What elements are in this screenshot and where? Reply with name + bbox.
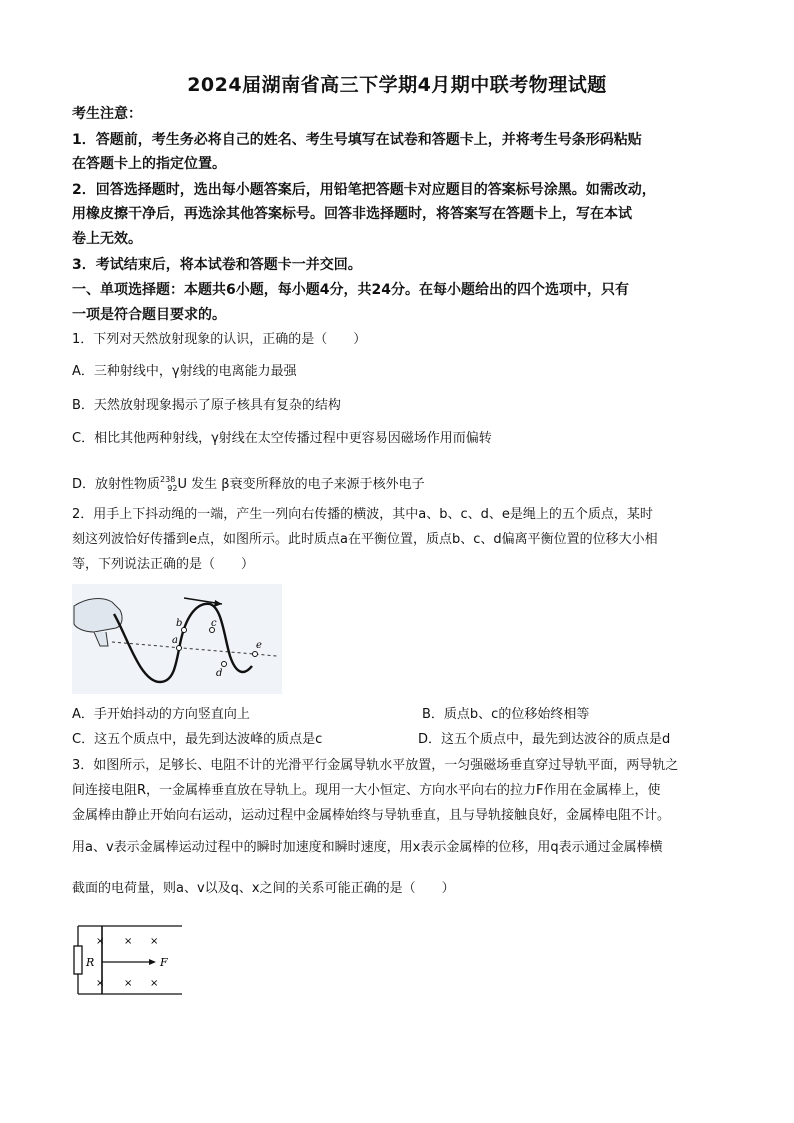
q1-element-symbol: U <box>177 477 187 492</box>
q1-option-d-prefix: D．放射性物质 <box>72 477 161 492</box>
force-arrow-head-icon <box>149 959 156 965</box>
field-mark-icon: × <box>124 936 133 947</box>
label-e: e <box>256 640 262 651</box>
field-mark-icon: × <box>150 936 159 947</box>
q1-option-c: C．相比其他两种射线，γ射线在太空传播过程中更容易因磁场作用而偏转 <box>72 431 492 446</box>
q3-stem-4: 用a、v表示金属棒运动过程中的瞬时加速度和瞬时速度，用x表示金属棒的位移，用q表示通过金属棒横 <box>72 840 663 855</box>
resistor-label: R <box>86 956 95 969</box>
notice-item-2b: 用橡皮擦干净后，再选涂其他答案标号。回答非选择题时，将答案写在答题卡上，写在本试 <box>72 206 632 222</box>
notice-item-2c: 卷上无效。 <box>72 231 142 247</box>
wave-figure <box>72 584 282 694</box>
q1-option-a: A．三种射线中，γ射线的电离能力最强 <box>72 364 297 379</box>
q2-option-b: B．质点b、c的位移始终相等 <box>422 707 590 722</box>
label-a: a <box>172 635 178 646</box>
resistor-icon <box>74 946 82 974</box>
q1-atomic-number: 92 <box>167 484 178 493</box>
section-heading-1: 一、单项选择题：本题共6小题，每小题4分，共24分。在每小题给出的四个选项中，只有 <box>72 282 629 298</box>
point-a <box>177 646 182 651</box>
q3-stem-3: 金属棒由静止开始向右运动，运动过程中金属棒始终与导轨垂直，且与导轨接触良好，金属棒电阻不计。 <box>72 808 671 823</box>
q1-option-b: B．天然放射现象揭示了原子核具有复杂的结构 <box>72 398 341 413</box>
q1-stem: 1．下列对天然放射现象的认识，正确的是（ ） <box>72 332 367 347</box>
q3-stem-2: 间连接电阻R，一金属棒垂直放在导轨上。现用一大小恒定、方向水平向右的拉力F作用在金属棒上，使 <box>72 783 661 798</box>
label-c: c <box>211 618 217 629</box>
notice-item-1b: 在答题卡上的指定位置。 <box>72 156 226 172</box>
q2-option-c: C．这五个质点中，最先到达波峰的质点是c <box>72 732 323 747</box>
rail-circuit-figure <box>72 922 184 998</box>
q1-mass-number: 238 <box>160 475 176 484</box>
q2-stem-2: 刻这列波恰好传播到e点，如图所示。此时质点a在平衡位置，质点b、c、d偏离平衡位置的位移大小相 <box>72 532 658 547</box>
notice-heading: 考生注意： <box>72 106 142 122</box>
point-e <box>253 652 258 657</box>
label-d: d <box>216 668 223 679</box>
field-mark-icon: × <box>124 978 133 989</box>
label-b: b <box>176 618 183 629</box>
q2-option-a: A．手开始抖动的方向竖直向上 <box>72 707 250 722</box>
field-mark-icon: × <box>96 978 105 989</box>
q1-option-d-suffix: 发生 β衰变所释放的电子来源于核外电子 <box>191 477 425 492</box>
q2-stem-3: 等，下列说法正确的是（ ） <box>72 557 255 572</box>
q3-stem-1: 3．如图所示，足够长、电阻不计的光滑平行金属导轨水平放置，一匀强磁场垂直穿过导轨平面，两导轨之 <box>72 758 679 773</box>
q2-options-row-1 <box>72 705 724 725</box>
notice-item-2a: 2．回答选择题时，选出每小题答案后，用铅笔把答题卡对应题目的答案标号涂黑。如需改动， <box>72 182 656 198</box>
q2-option-d: D．这五个质点中，最先到达波谷的质点是d <box>418 732 671 747</box>
field-mark-icon: × <box>96 936 105 947</box>
exam-title: 2024届湖南省高三下学期4月期中联考物理试题 <box>187 74 607 96</box>
field-mark-icon: × <box>150 978 159 989</box>
notice-item-3: 3．考试结束后，将本试卷和答题卡一并交回。 <box>72 257 362 273</box>
notice-item-1a: 1．答题前，考生务必将自己的姓名、考生号填写在试卷和答题卡上，并将考生号条形码粘贴 <box>72 132 642 148</box>
force-label: F <box>160 956 168 969</box>
q2-stem-1: 2．用手上下抖动绳的一端，产生一列向右传播的横波，其中a、b、c、d、e是绳上的五个质点，某时 <box>72 507 653 522</box>
q2-options-row-2 <box>72 730 724 750</box>
section-heading-2: 一项是符合题目要求的。 <box>72 307 226 323</box>
q1-option-d <box>72 470 724 499</box>
point-d <box>222 662 227 667</box>
q3-stem-5: 截面的电荷量，则a、v以及q、x之间的关系可能正确的是（ ） <box>72 881 455 896</box>
